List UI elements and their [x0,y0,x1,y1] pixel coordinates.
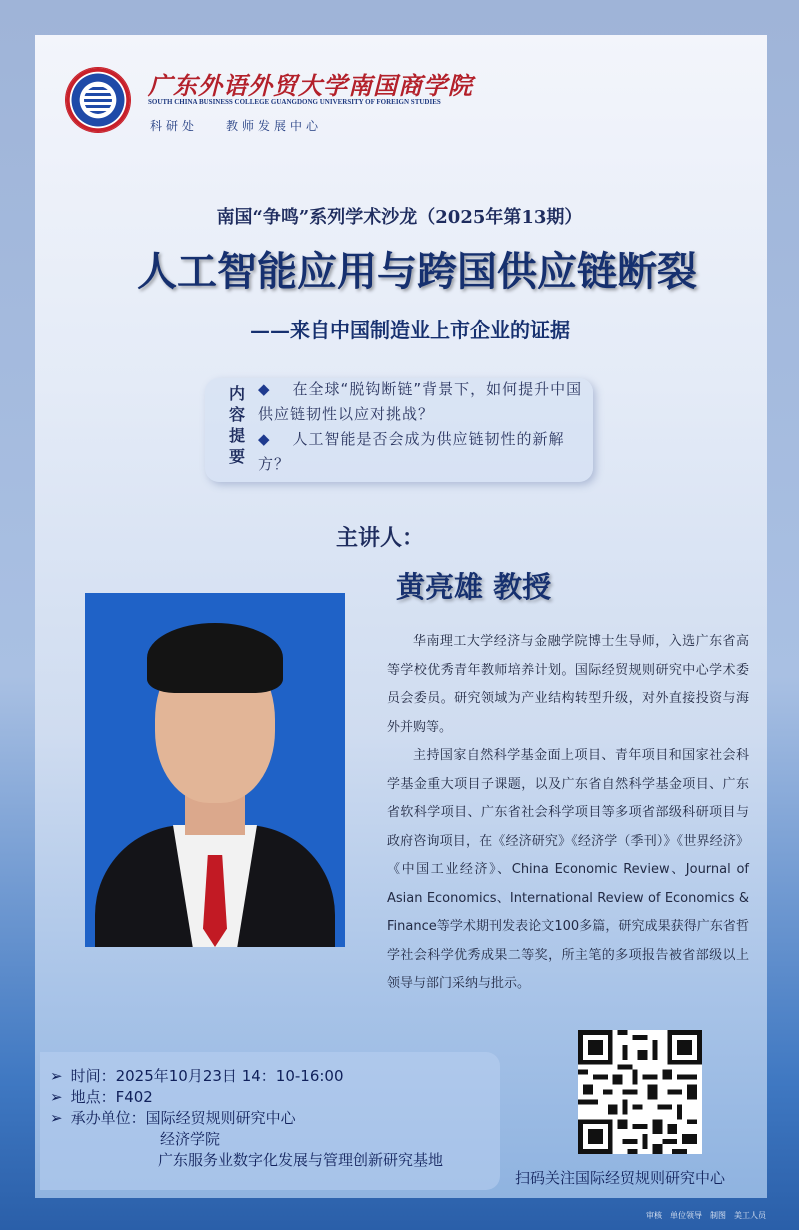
info-place: ➢ 地点：F402 [50,1088,153,1106]
dept-teacher-center: 教师发展中心 [226,119,323,133]
footer-credits [646,1210,774,1221]
footer-item-review: 审核 [646,1211,662,1220]
info-time: ➢ 时间：2025年10月23日 14：10-16:00 [50,1067,344,1085]
diamond-bullet-icon: ◆ [258,380,271,398]
info-organizer-2: 经济学院 [160,1130,221,1148]
series-title: 南国“争鸣”系列学术沙龙（2025年第13期） [216,207,583,228]
diamond-bullet-icon: ◆ [258,430,271,448]
event-subtitle: ——来自中国制造业上市企业的证据 [250,318,570,342]
organizer-departments [150,117,322,134]
bio-paragraph-2: 主持国家自然科学基金面上项目、青年项目和国家社会科学基金重大项目子课题，以及广东省自然科学基金项目、广东省软科学项目、广东省社会科学项目等多项省部级科研项目与政府咨询项目，在《经济研究》《经济学（季刊）》《世界经济》《中国工业经济》、China Economic Review、Journal of Asian Economics、International Review of Economics & Finance等学术期刊发表论文100多篇，研究成果获得广东省哲学社会科学优秀成果二等奖，所主笔的多项报告被省部级以上领导与部门采纳与批示。 [387,748,749,991]
abstract-bullet-1: ◆ 在全球“脱钩断链”背景下，如何提升中国供应链韧性以应对挑战？ [258,380,583,423]
event-info [50,1066,443,1171]
footer-item-leader: 单位领导 [670,1211,702,1220]
abstract-bullet-2: ◆ 人工智能是否会成为供应链韧性的新解方？ [258,430,565,473]
arrow-bullet-icon: ➢ [50,1067,63,1085]
qr-code[interactable] [578,1030,702,1154]
school-name-cn: 广东外语外贸大学南国商学院 [148,71,473,100]
arrow-bullet-icon: ➢ [50,1088,63,1106]
abstract-text [258,377,590,477]
qr-caption: 扫码关注国际经贸规则研究中心 [515,1169,726,1187]
bio-paragraph-1: 华南理工大学经济与金融学院博士生导师，入选广东省高等学校优秀青年教师培养计划。国际经贸规则研究中心学术委员会委员。研究领域为产业结构转型升级，对外直接投资与海外并购等。 [387,634,749,735]
info-organizer-3: 广东服务业数字化发展与管理创新研究基地 [158,1151,444,1169]
speaker-label: 主讲人： [336,525,425,551]
footer-item-artist: 美工人员 [734,1211,766,1220]
dept-research-office: 科研处 [150,119,199,133]
speaker-photo [85,593,345,947]
school-name-en: SOUTH CHINA BUSINESS COLLEGE GUANGDONG UNIVERSITY OF FOREIGN STUDIES [148,98,441,106]
footer-item-design: 制图 [710,1211,726,1220]
abstract-label: 内容提要 [229,384,246,466]
speaker-bio [387,628,749,999]
event-title: 人工智能应用与跨国供应链断裂 [137,248,697,295]
speaker-name: 黄亮雄 教授 [396,570,552,604]
info-organizer: ➢ 承办单位：国际经贸规则研究中心 [50,1109,296,1127]
school-logo [66,68,130,132]
arrow-bullet-icon: ➢ [50,1109,63,1127]
